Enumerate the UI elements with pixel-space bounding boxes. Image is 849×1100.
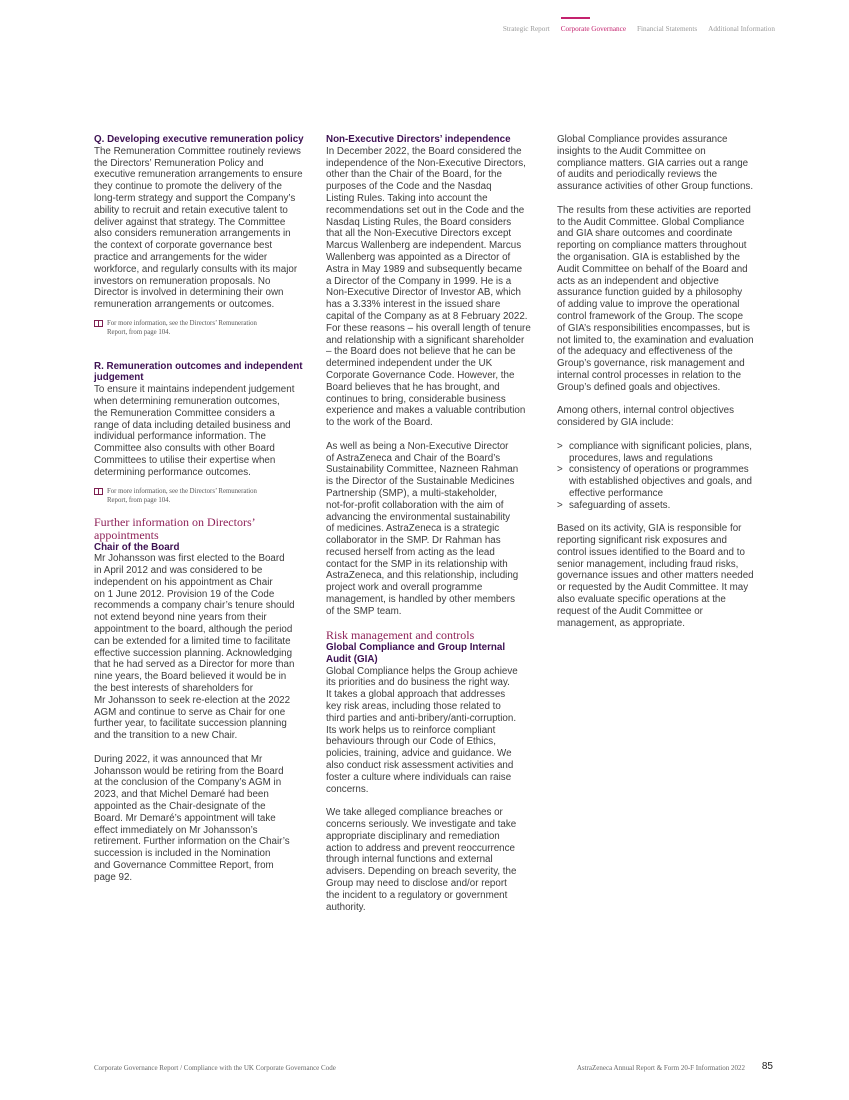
text-line: control issues identified to the Board and to — [557, 546, 745, 558]
nav-financial-statements[interactable]: Financial Statements — [637, 25, 698, 33]
text-line: Astra in May 1989 and subsequently became — [326, 263, 523, 275]
paragraph — [94, 754, 312, 884]
text-line: further year, to facilitate succession planning — [94, 718, 287, 730]
text-line: its priorities and do business the right way. — [326, 677, 510, 689]
text-line: > consistency of operations or programmes — [569, 464, 749, 476]
text-line: Partnership (SMP), a multi-stakeholder, — [326, 487, 497, 499]
text-line: to the Audit Committee. Global Compliance — [557, 216, 745, 228]
text-line: Nasdaq Listing Rules, the Board considers — [326, 216, 512, 228]
heading-gia — [326, 642, 544, 666]
text-line: Report, from page 104. — [107, 328, 171, 336]
text-line: of audits and periodically reviews the — [557, 169, 718, 181]
text-line: insights to the Audit Committee on — [557, 145, 706, 157]
text-line: also considers remuneration arrangements in — [94, 228, 291, 240]
text-line: advancing the environmental sustainability — [326, 511, 511, 523]
text-line: has a 3.33% interest in the issued share — [326, 299, 501, 311]
text-line: Further information on Directors’ — [94, 515, 256, 530]
text-line: effect immediately on Mr Johansson’s — [94, 824, 258, 836]
heading-ned-independence: Non-Executive Directors’ independence — [326, 134, 511, 145]
footer-report-title: AstraZeneca Annual Report & Form 20-F Information 2022 — [576, 1064, 745, 1072]
paragraph — [557, 134, 775, 193]
heading-further-information — [94, 516, 312, 541]
text-line: and relationship with a significant shareholder — [326, 334, 525, 346]
text-line: independence of the Non-Executive Directors, — [326, 157, 526, 169]
note-text — [107, 487, 257, 505]
text-line: Sustainability Committee, Nazneen Rahman — [326, 464, 519, 476]
text-line: determining performance outcomes. — [94, 466, 251, 478]
text-line: workforce, and regularly consults with its major — [94, 263, 298, 275]
text-line: 2023, and that Michel Demaré had been — [94, 789, 269, 801]
text-line: they continue to promote the delivery of the — [94, 181, 282, 193]
text-line: Group’s defined goals and objectives. — [557, 381, 721, 393]
heading-chair: Chair of the Board — [94, 541, 180, 553]
footer-breadcrumb: Corporate Governance Report / Compliance with the UK Corporate Governance Code — [94, 1064, 336, 1072]
text-line: acts as an independent and objective — [557, 275, 719, 287]
text-line: and the transition to a new Chair. — [94, 730, 238, 742]
text-line: long-term strategy and support the Company’s — [94, 192, 296, 204]
text-line: Director is involved in determining their own — [94, 287, 284, 299]
text-line: The Remuneration Committee routinely reviews — [94, 145, 301, 157]
cross-reference-note[interactable] — [94, 319, 312, 337]
heading-r — [94, 361, 312, 385]
text-line: also evaluate specific operations at the — [557, 594, 726, 606]
text-line: investors on remuneration proposals. No — [94, 275, 271, 287]
text-line: succession is included in the Nomination — [94, 848, 271, 860]
text-line: management, as appropriate. — [557, 617, 685, 629]
heading-risk-management: Risk management and controls — [326, 628, 475, 643]
text-line: policies, training, advice and guidance. We — [326, 748, 512, 760]
text-line: Non-Executive Director of Investor AB, which — [326, 287, 521, 299]
book-icon — [94, 488, 103, 495]
text-line: Based on its activity, GIA is responsible for — [557, 523, 742, 535]
text-line: reporting on compliance matters throughout — [557, 240, 747, 252]
nav-additional-information[interactable]: Additional Information — [708, 25, 775, 33]
text-line: purposes of the Code and the Nasdaq — [326, 181, 492, 193]
text-line: on 1 June 2012. Provision 19 of the Code — [94, 588, 275, 600]
text-line: AstraZeneca, and this relationship, including — [326, 570, 519, 582]
text-line: AGM and continue to serve as Chair for one — [94, 706, 286, 718]
text-line: action to address and prevent reoccurrence — [326, 842, 515, 854]
book-icon — [94, 320, 103, 327]
text-line: authority. — [326, 901, 366, 913]
text-line: the Directors’ Remuneration Policy and — [94, 157, 264, 169]
list-item — [557, 441, 775, 465]
paragraph — [326, 146, 544, 429]
text-line: is the Director of the Sustainable Medicines — [326, 476, 515, 488]
text-line: experience and makes a valuable contribution — [326, 405, 526, 417]
paragraph — [557, 405, 775, 429]
text-line: of medicines. AstraZeneca is a strategic — [326, 523, 500, 535]
text-line: foster a culture where individuals can raise — [326, 771, 512, 783]
text-line: In December 2022, the Board considered the — [326, 145, 522, 157]
text-line: judgement — [94, 372, 144, 384]
heading-q: Q. Developing executive remuneration policy — [94, 134, 304, 145]
text-line: considered by GIA include: — [557, 417, 674, 429]
text-line: Group’s governance, risk management and — [557, 358, 745, 370]
text-line: continues to bring, considerable business — [326, 393, 506, 405]
text-line: Committees to utilise their expertise when — [94, 454, 276, 466]
text-line: assurance activities of other Group functions. — [557, 181, 754, 193]
paragraph — [557, 523, 775, 629]
text-line: of the SMP team. — [326, 605, 402, 617]
text-line: that he had served as a Director for more than — [94, 659, 295, 671]
text-line: appointments — [94, 527, 159, 542]
text-line: Global Compliance provides assurance — [557, 134, 728, 145]
text-line: recused herself from acting as the lead — [326, 546, 495, 558]
text-line: other than the Chair of the Board, for the — [326, 169, 502, 181]
text-line: During 2022, it was announced that Mr — [94, 753, 263, 765]
text-line: appointed as the Chair-designate of the — [94, 801, 266, 813]
text-line: concerns. — [326, 783, 369, 795]
text-line: of the adequacy and effectiveness of the — [557, 346, 733, 358]
text-line: Global Compliance helps the Group achieve — [326, 665, 518, 677]
text-line: and GIA share outcomes and coordinate — [557, 228, 733, 240]
cross-reference-note[interactable] — [94, 487, 312, 505]
text-line: deliver against that strategy. The Committee — [94, 216, 286, 228]
text-line: with established objectives and goals, and — [569, 476, 752, 488]
text-line: the organisation. GIA is established by the — [557, 251, 740, 263]
text-line: the incident to a regulatory or government — [326, 889, 508, 901]
text-line: The results from these activities are reported — [557, 204, 751, 216]
text-line: contact for the SMP in its relationship with — [326, 558, 508, 570]
text-line: Marcus Wallenberg are independent. Marcus — [326, 240, 522, 252]
text-line: Corporate Governance Code. However, the — [326, 369, 515, 381]
text-line: advisers. Depending on breach severity, the — [326, 866, 517, 878]
text-line: when determining remuneration outcomes, — [94, 395, 280, 407]
text-line: control framework of the Group. The scope — [557, 310, 744, 322]
text-line: – the Board does not believe that he can be — [326, 346, 516, 358]
text-line: Audit Committee on behalf of the Board and — [557, 263, 748, 275]
text-line: request of the Audit Committee or — [557, 605, 703, 617]
column-3 — [557, 134, 775, 629]
text-line: individual performance information. The — [94, 431, 266, 443]
text-line: project work and overall programme — [326, 582, 483, 594]
text-line: recommends a company chair’s tenure should — [94, 600, 295, 612]
text-line: through internal functions and external — [326, 854, 493, 866]
text-line: the Remuneration Committee considers a — [94, 407, 275, 419]
text-line: compliance matters. GIA carries out a range — [557, 157, 749, 169]
text-line: management, is handled by other members — [326, 594, 515, 606]
text-line: at the conclusion of the Company’s AGM in — [94, 777, 282, 789]
paragraph — [557, 205, 775, 394]
text-line: recommendations set out in the Code and the — [326, 204, 525, 216]
text-line: internal control processes in relation to the — [557, 369, 742, 381]
text-line: procedures, laws and regulations — [569, 452, 713, 464]
text-line: collaborator in the SMP. Dr Rahman has — [326, 535, 501, 547]
text-line: For more information, see the Directors’ Remuneration — [107, 487, 257, 495]
text-line: also conduct risk assessment activities and — [326, 760, 514, 772]
text-line: or requested by the Audit Committee. It may — [557, 582, 749, 594]
text-line: Among others, internal control objectives — [557, 405, 734, 417]
text-line: Listing Rules. Taking into account the — [326, 192, 488, 204]
text-line: capital of the Company as at 8 February 2022. — [326, 310, 528, 322]
text-line: Mr Johansson to seek re-election at the 2022 — [94, 694, 291, 706]
text-line: > safeguarding of assets. — [569, 499, 671, 511]
text-line: and Governance Committee Report, from — [94, 860, 274, 872]
text-line: Mr Johansson was first elected to the Board — [94, 553, 285, 565]
paragraph — [326, 666, 544, 796]
nav-strategic-report[interactable]: Strategic Report — [502, 25, 550, 33]
text-line: page 92. — [94, 871, 133, 883]
list-item — [557, 464, 775, 499]
text-line: of GIA’s responsibilities encompasses, but is — [557, 322, 750, 334]
text-line: Johansson would be retiring from the Board — [94, 765, 284, 777]
text-line: the context of corporate governance best — [94, 240, 273, 252]
text-line: key risk areas, including those related to — [326, 701, 501, 713]
text-line: in April 2012 and was considered to be — [94, 565, 263, 577]
text-line: that all the Non-Executive Directors except — [326, 228, 512, 240]
paragraph — [326, 441, 544, 618]
text-line: Board. Mr Demaré’s appointment will take — [94, 812, 276, 824]
text-line: the best interests of shareholders for — [94, 683, 254, 695]
text-line: to the work of the Board. — [326, 417, 433, 429]
text-line: a Director of the Company in 1999. He is a — [326, 275, 512, 287]
text-line: governance issues and other matters needed — [557, 570, 754, 582]
paragraph — [94, 146, 312, 311]
text-line: To ensure it maintains independent judgement — [94, 384, 295, 396]
text-line: Board believes that he has brought, and — [326, 381, 500, 393]
text-line: not limited to, the examination and evaluation — [557, 334, 754, 346]
text-line: independent on his appointment as Chair — [94, 576, 273, 588]
text-line: not-for-profit collaboration with the aim of — [326, 499, 504, 511]
text-line: Its work helps us to reinforce compliant — [326, 724, 496, 736]
text-line: executive remuneration arrangements to ensure — [94, 169, 303, 181]
text-line: We take alleged compliance breaches or — [326, 807, 503, 819]
text-line: Committee also consults with other Board — [94, 443, 275, 455]
text-line: of AstraZeneca and Chair of the Board’s — [326, 452, 501, 464]
text-line: It takes a global approach that addresses — [326, 689, 506, 701]
text-line: retirement. Further information on the Chair’s — [94, 836, 290, 848]
text-line: can be extended for a limited time to facilitate — [94, 635, 291, 647]
text-line: appointment to the board, although the period — [94, 624, 293, 636]
text-line: reporting significant risk exposures and — [557, 535, 727, 547]
text-line: > compliance with significant policies, plans, — [569, 440, 752, 452]
text-line: range of data including detailed business and — [94, 419, 291, 431]
paragraph — [326, 807, 544, 913]
text-line: determined independent under the UK — [326, 358, 493, 370]
column-2 — [326, 134, 544, 913]
text-line: ability to recruit and retain executive talent to — [94, 204, 288, 216]
text-line: Report, from page 104. — [107, 496, 171, 504]
text-line: concerns seriously. We investigate and take — [326, 819, 517, 831]
paragraph — [94, 384, 312, 478]
column-1 — [94, 134, 312, 884]
bullet-list — [557, 441, 775, 512]
text-line: practice and arrangements for the wider — [94, 251, 268, 263]
text-line: As well as being a Non-Executive Director — [326, 440, 509, 452]
text-line: R. Remuneration outcomes and independent — [94, 360, 303, 372]
text-line: effective performance — [569, 487, 664, 499]
text-line: Wallenberg was appointed as a Director of — [326, 251, 511, 263]
text-line: third parties and anti-bribery/anti-corruption. — [326, 712, 517, 724]
nav-corporate-governance[interactable]: Corporate Governance — [560, 25, 627, 33]
text-line: effective succession planning. Acknowledging — [94, 647, 293, 659]
page-number: 85 — [761, 1061, 773, 1072]
text-line: For more information, see the Directors’ Remuneration — [107, 319, 257, 327]
list-item — [557, 500, 775, 512]
top-navigation — [503, 24, 775, 33]
text-line: senior management, including fraud risks, — [557, 558, 739, 570]
text-line: Global Compliance and Group Internal — [326, 642, 506, 654]
paragraph — [94, 553, 312, 742]
text-line: Group may need to disclose and/or report — [326, 878, 507, 889]
text-line: not extend beyond nine years from their — [94, 612, 267, 624]
text-line: assurance function guided by a philosophy — [557, 287, 743, 299]
text-line: For these reasons – his overall length of tenure — [326, 322, 531, 334]
text-line: appropriate disciplinary and remediation — [326, 830, 500, 842]
text-line: Audit (GIA) — [326, 653, 378, 665]
text-line: remuneration arrangements or outcomes. — [94, 299, 275, 311]
note-text — [107, 319, 257, 337]
text-line: behaviours through our Code of Ethics, — [326, 736, 496, 748]
text-line: nine years, the Board believed it would be in — [94, 671, 287, 683]
text-line: of adding value to improve the operational — [557, 299, 740, 311]
